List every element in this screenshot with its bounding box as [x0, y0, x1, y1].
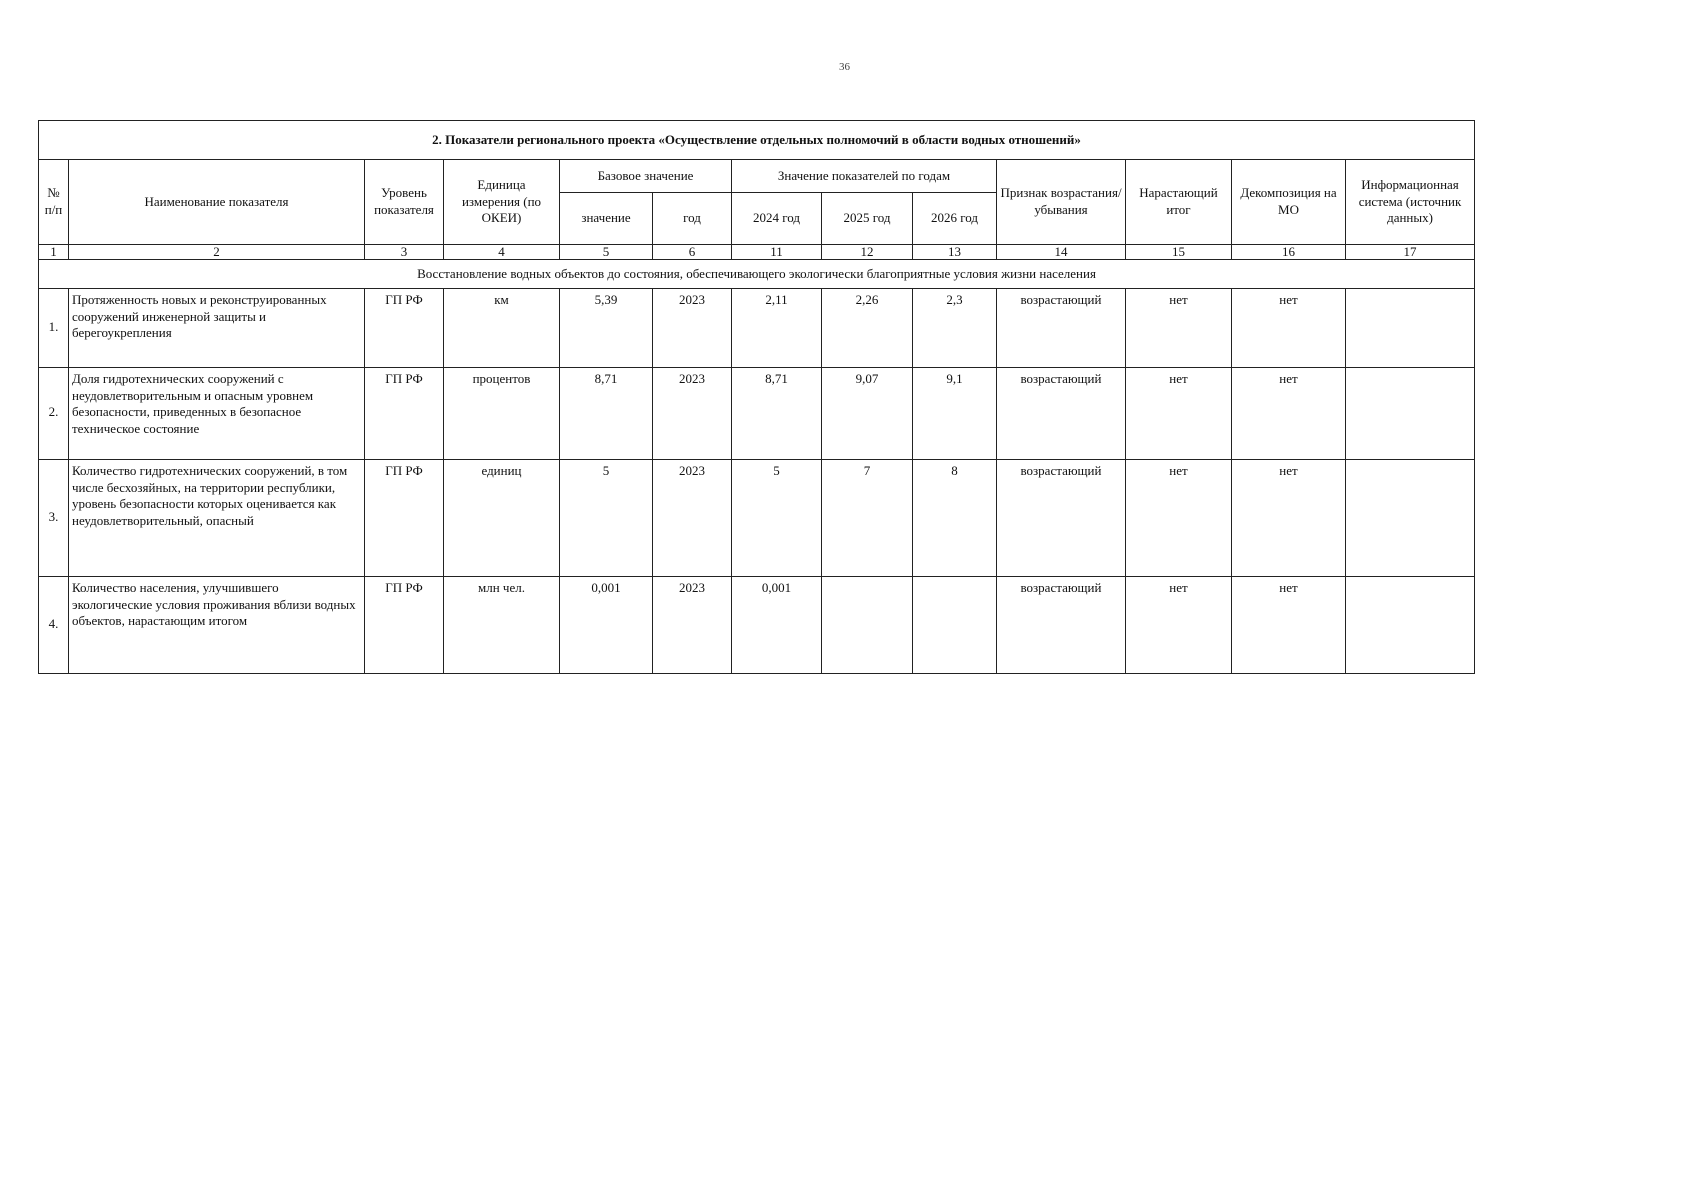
column-number: 4 — [444, 245, 560, 260]
indicator-unit: млн чел. — [444, 577, 560, 674]
column-number: 13 — [913, 245, 997, 260]
header-base: Базовое значение — [560, 160, 732, 193]
indicator-unit: км — [444, 289, 560, 368]
info-system — [1346, 289, 1475, 368]
indicators-table — [38, 120, 1475, 674]
header-num: № п/п — [39, 160, 69, 245]
column-number: 1 — [39, 245, 69, 260]
column-number: 2 — [69, 245, 365, 260]
indicator-name: Доля гидротехнических сооружений с неудовлетворительным и опасным уровнем безопасности, приведенных в безопасное техническое состояние — [69, 368, 365, 460]
header-row-top — [39, 160, 1475, 193]
column-number: 11 — [732, 245, 822, 260]
column-number: 12 — [822, 245, 913, 260]
decomposition: нет — [1232, 368, 1346, 460]
value-2025: 2,26 — [822, 289, 913, 368]
base-value: 0,001 — [560, 577, 653, 674]
value-2025: 7 — [822, 460, 913, 577]
value-2026 — [913, 577, 997, 674]
header-info-system: Информационная система (источник данных) — [1346, 160, 1475, 245]
value-2026: 2,3 — [913, 289, 997, 368]
cumulative: нет — [1126, 368, 1232, 460]
indicator-level: ГП РФ — [365, 460, 444, 577]
column-number: 5 — [560, 245, 653, 260]
cumulative: нет — [1126, 460, 1232, 577]
value-2026: 8 — [913, 460, 997, 577]
header-year-2026: 2026 год — [913, 193, 997, 245]
base-year: 2023 — [653, 368, 732, 460]
info-system — [1346, 577, 1475, 674]
info-system — [1346, 368, 1475, 460]
header-cumulative: Нарастающий итог — [1126, 160, 1232, 245]
column-number: 6 — [653, 245, 732, 260]
row-number: 2. — [39, 368, 69, 460]
header-year-2024: 2024 год — [732, 193, 822, 245]
column-number: 17 — [1346, 245, 1475, 260]
info-system — [1346, 460, 1475, 577]
row-number: 4. — [39, 577, 69, 674]
header-unit: Единица измерения (по ОКЕИ) — [444, 160, 560, 245]
cumulative: нет — [1126, 289, 1232, 368]
column-numbers-row — [39, 245, 1475, 260]
header-years-group: Значение показателей по годам — [732, 160, 997, 193]
trend: возрастающий — [997, 577, 1126, 674]
value-2024: 0,001 — [732, 577, 822, 674]
trend: возрастающий — [997, 368, 1126, 460]
value-2024: 2,11 — [732, 289, 822, 368]
column-number: 3 — [365, 245, 444, 260]
row-number: 1. — [39, 289, 69, 368]
table-row — [39, 368, 1475, 460]
base-value: 8,71 — [560, 368, 653, 460]
indicator-unit: единиц — [444, 460, 560, 577]
indicator-name: Количество гидротехнических сооружений, в том числе бесхозяйных, на территории республики, уровень безопасности которых оценивается как неудовлетворительный, опасный — [69, 460, 365, 577]
header-base-year: год — [653, 193, 732, 245]
base-value: 5 — [560, 460, 653, 577]
value-2025: 9,07 — [822, 368, 913, 460]
indicator-name: Протяженность новых и реконструированных сооружений инженерной защиты и берегоукрепления — [69, 289, 365, 368]
base-year: 2023 — [653, 289, 732, 368]
column-number: 16 — [1232, 245, 1346, 260]
value-2024: 5 — [732, 460, 822, 577]
header-decomposition: Декомпозиция на МО — [1232, 160, 1346, 245]
header-base-value: значение — [560, 193, 653, 245]
column-number: 14 — [997, 245, 1126, 260]
base-value: 5,39 — [560, 289, 653, 368]
header-trend: Признак возрастания/ убывания — [997, 160, 1126, 245]
decomposition: нет — [1232, 460, 1346, 577]
row-number: 3. — [39, 460, 69, 577]
decomposition: нет — [1232, 289, 1346, 368]
decomposition: нет — [1232, 577, 1346, 674]
indicator-level: ГП РФ — [365, 577, 444, 674]
trend: возрастающий — [997, 289, 1126, 368]
header-level: Уровень показателя — [365, 160, 444, 245]
indicator-level: ГП РФ — [365, 368, 444, 460]
indicator-unit: процентов — [444, 368, 560, 460]
indicator-name: Количество населения, улучшившего экологические условия проживания вблизи водных объектов, нарастающим итогом — [69, 577, 365, 674]
table-title: 2. Показатели регионального проекта «Осуществление отдельных полномочий в области водных отношений» — [39, 121, 1475, 160]
value-2025 — [822, 577, 913, 674]
indicator-level: ГП РФ — [365, 289, 444, 368]
cumulative: нет — [1126, 577, 1232, 674]
base-year: 2023 — [653, 460, 732, 577]
column-number: 15 — [1126, 245, 1232, 260]
header-year-2025: 2025 год — [822, 193, 913, 245]
group-title: Восстановление водных объектов до состояния, обеспечивающего экологически благоприятные условия жизни населения — [39, 260, 1475, 289]
group-title-row — [39, 260, 1475, 289]
value-2024: 8,71 — [732, 368, 822, 460]
page-number: 36 — [839, 61, 850, 73]
value-2026: 9,1 — [913, 368, 997, 460]
table-row — [39, 577, 1475, 674]
header-name: Наименование показателя — [69, 160, 365, 245]
base-year: 2023 — [653, 577, 732, 674]
table-title-row — [39, 121, 1475, 160]
trend: возрастающий — [997, 460, 1126, 577]
table-row — [39, 289, 1475, 368]
table-row — [39, 460, 1475, 577]
